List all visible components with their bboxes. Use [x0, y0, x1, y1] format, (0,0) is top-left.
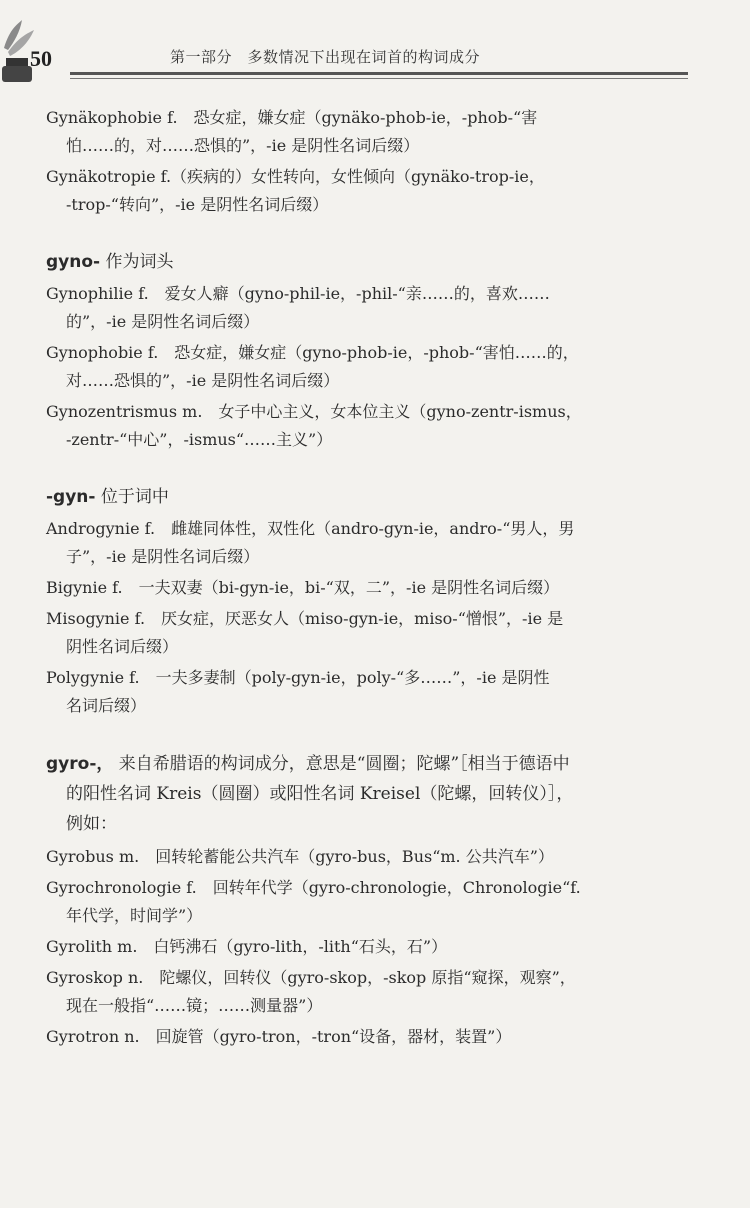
section-heading	[46, 248, 696, 276]
entry-line: Polygynie f. 一夫多妻制（poly-gyn-ie，poly-“多……”，-ie 是阴性	[46, 668, 550, 687]
page-body	[46, 104, 696, 1054]
entry-line: Gyrolith m. 白钙沸石（gyro-lith，-lith“石头，石”）	[46, 937, 448, 956]
section-desc: 位于词中	[100, 487, 169, 507]
entry-line: Gyroskop n. 陀螺仪，回转仪（gyro-skop，-skop 原指“窥探，观察”，	[46, 968, 576, 987]
dictionary-entry	[46, 398, 696, 454]
entry-line: Bigynie f. 一夫双妻（bi-gyn-ie，bi-“双，二”，-ie 是阴性名词后缀）	[46, 578, 560, 597]
entry-line: Gyrotron n. 回旋管（gyro-tron，-tron“设备，器材，装置”）	[46, 1027, 512, 1046]
intro-line	[46, 749, 696, 779]
entry-line: Gynäkophobie f. 恐女症，嫌女症（gynäko-phob-ie，-phob-“害	[46, 108, 538, 127]
dictionary-entry	[46, 605, 696, 661]
dictionary-entry	[46, 843, 696, 871]
intro-line-continued: 的阳性名词 Kreis（圆圈）或阳性名词 Kreisel（陀螺，回转仪）］，	[66, 784, 574, 804]
section-desc: 作为词头	[105, 252, 174, 272]
dictionary-entry	[46, 515, 696, 571]
header-rule	[70, 72, 688, 75]
header-rule-thin	[70, 78, 688, 79]
dictionary-entry	[46, 933, 696, 961]
entry-line-continued: 怕……的，对……恐惧的”，-ie 是阴性名词后缀）	[66, 136, 420, 155]
section-intro	[46, 749, 696, 839]
running-header: 第一部分 多数情况下出现在词首的构词成分	[170, 48, 481, 66]
entry-line-continued: -zentr-“中心”，-ismus“……主义”）	[66, 430, 333, 449]
entry-line: Gynäkotropie f.（疾病的）女性转向，女性倾向（gynäko-trop-ie，	[46, 167, 545, 186]
dictionary-entry	[46, 574, 696, 602]
entry-line: Gyrobus m. 回转轮蓄能公共汽车（gyro-bus，Bus“m. 公共汽车”）	[46, 847, 554, 866]
intro-text: 来自希腊语的构词成分，意思是“圆圈；陀螺”［相当于德语中	[118, 754, 570, 774]
page-number: 50	[30, 46, 52, 71]
entry-line: Gynophobie f. 恐女症，嫌女症（gyno-phob-ie，-phob-“害怕……的，	[46, 343, 579, 362]
entry-line: Gynophilie f. 爱女人癖（gyno-phil-ie，-phil-“亲……的，喜欢……	[46, 284, 550, 303]
section-key: -gyn-	[46, 487, 96, 507]
entry-line-continued: 对……恐惧的”，-ie 是阴性名词后缀）	[66, 371, 340, 390]
entry-line-continued: 的”，-ie 是阴性名词后缀）	[66, 312, 260, 331]
dictionary-entry	[46, 874, 696, 930]
entry-line: Gyrochronologie f. 回转年代学（gyro-chronologie，Chronologie“f.	[46, 878, 581, 897]
entry-line-continued: 子”，-ie 是阴性名词后缀）	[66, 547, 260, 566]
entry-line-continued: 现在一般指“……镜；……测量器”）	[66, 996, 323, 1015]
dictionary-entry	[46, 280, 696, 336]
entry-line-continued: 阴性名词后缀）	[66, 637, 179, 656]
section-key: gyro-，	[46, 754, 114, 774]
entry-line: Misogynie f. 厌女症，厌恶女人（miso-gyn-ie，miso-“憎恨”，-ie 是	[46, 609, 564, 628]
intro-line-continued: 例如：	[66, 814, 117, 834]
entry-line: Androgynie f. 雌雄同体性，双性化（andro-gyn-ie，andro-“男人，男	[46, 519, 575, 538]
section-key: gyno-	[46, 252, 101, 272]
dictionary-entry	[46, 664, 696, 720]
dictionary-entry	[46, 1023, 696, 1051]
dictionary-entry	[46, 964, 696, 1020]
entry-line: Gynozentrismus m. 女子中心主义，女本位主义（gyno-zentr-ismus，	[46, 402, 582, 421]
page-header	[0, 0, 750, 90]
entry-line-continued: 名词后缀）	[66, 696, 147, 715]
section-heading	[46, 483, 696, 511]
entry-line-continued: 年代学，时间学”）	[66, 906, 203, 925]
dictionary-entry	[46, 104, 696, 160]
dictionary-entry	[46, 163, 696, 219]
entry-line-continued: -trop-“转向”，-ie 是阴性名词后缀）	[66, 195, 329, 214]
dictionary-entry	[46, 339, 696, 395]
